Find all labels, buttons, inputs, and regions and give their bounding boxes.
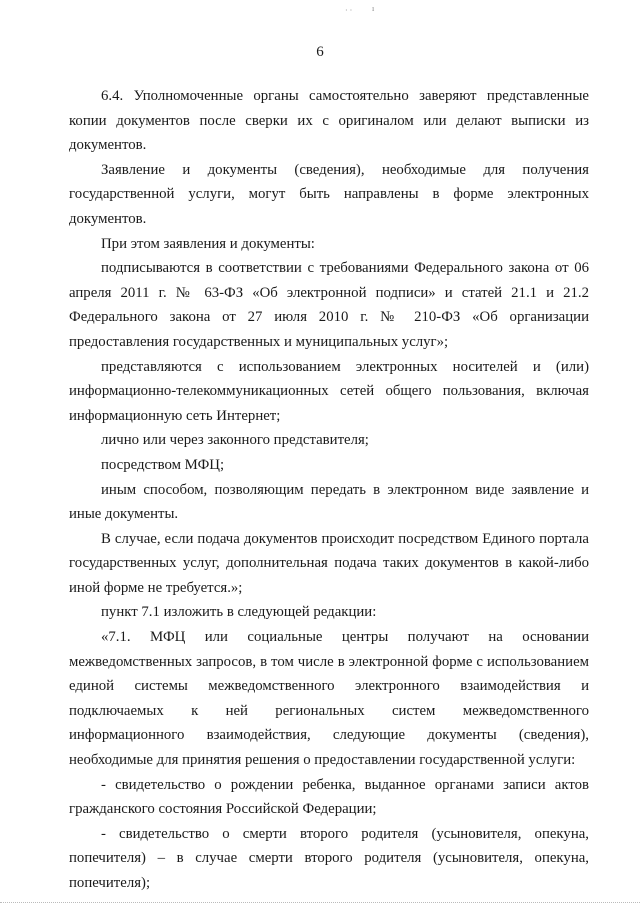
page-number: 6 <box>316 44 324 60</box>
scan-artifact: ı <box>372 4 375 13</box>
paragraph-in-person: лично или через законного представителя; <box>101 432 369 449</box>
paragraph-other-way: иным способом, позволяющим передать в электронном виде заявление и иные документы. <box>69 481 589 523</box>
document-body <box>69 84 589 896</box>
paragraph-electronic-form: Заявление и документы (сведения), необходимые для получения государственной услуги, могут быть направлены в форме электронных документов. <box>69 161 589 227</box>
paragraph-signed: подписываются в соответствии с требованиями Федерального закона от 06 апреля 2011 г. № 63-ФЗ «Об электронной подписи» и статей 21.1 и 21.2 Федерального закона от 27 июля 2010 г. № 210-ФЗ «Об организации предоставления государственных и муниципальных услуг»; <box>69 260 589 350</box>
list-item-birth-certificate: - свидетельство о рождении ребенка, выданное органами записи актов гражданского состояния Российской Федерации; <box>69 776 589 818</box>
scan-artifact: · · <box>345 6 353 15</box>
paragraph-clause-7-1: пункт 7.1 изложить в следующей редакции: <box>101 604 377 621</box>
paragraph-7-1: «7.1. МФЦ или социальные центры получают на основании межведомственных запросов, в том числе в электронной форме с использованием единой системы межведомственного электронного взаимодействия и подключаемых к ней региональных систем межведомственного информационного взаимодействия, следующие документы (сведения), необходимые для принятия решения о предоставлении государственной услуги: <box>69 629 589 769</box>
list-item-death-certificate: - свидетельство о смерти второго родителя (усыновителя, опекуна, попечителя) – в случае смерти второго родителя (усыновителя, опекуна, попечителя); <box>69 825 589 891</box>
paragraph-mfc: посредством МФЦ; <box>101 456 225 473</box>
paragraph-submitted: представляются с использованием электронных носителей и (или) информационно-телекоммуникационных сетей общего пользования, включая информационную сеть Интернет; <box>69 358 589 424</box>
paragraph-intro: При этом заявления и документы: <box>101 235 315 252</box>
paragraph-portal: В случае, если подача документов происходит посредством Единого портала государственных услуг, дополнительная подача таких документов в какой-либо иной форме не требуется.»; <box>69 530 589 596</box>
scan-edge-line <box>0 902 640 903</box>
paragraph-6-4: 6.4. Уполномоченные органы самостоятельно заверяют представленные копии документов после сверки их с оригиналом или делают выписки из документов. <box>69 88 589 154</box>
